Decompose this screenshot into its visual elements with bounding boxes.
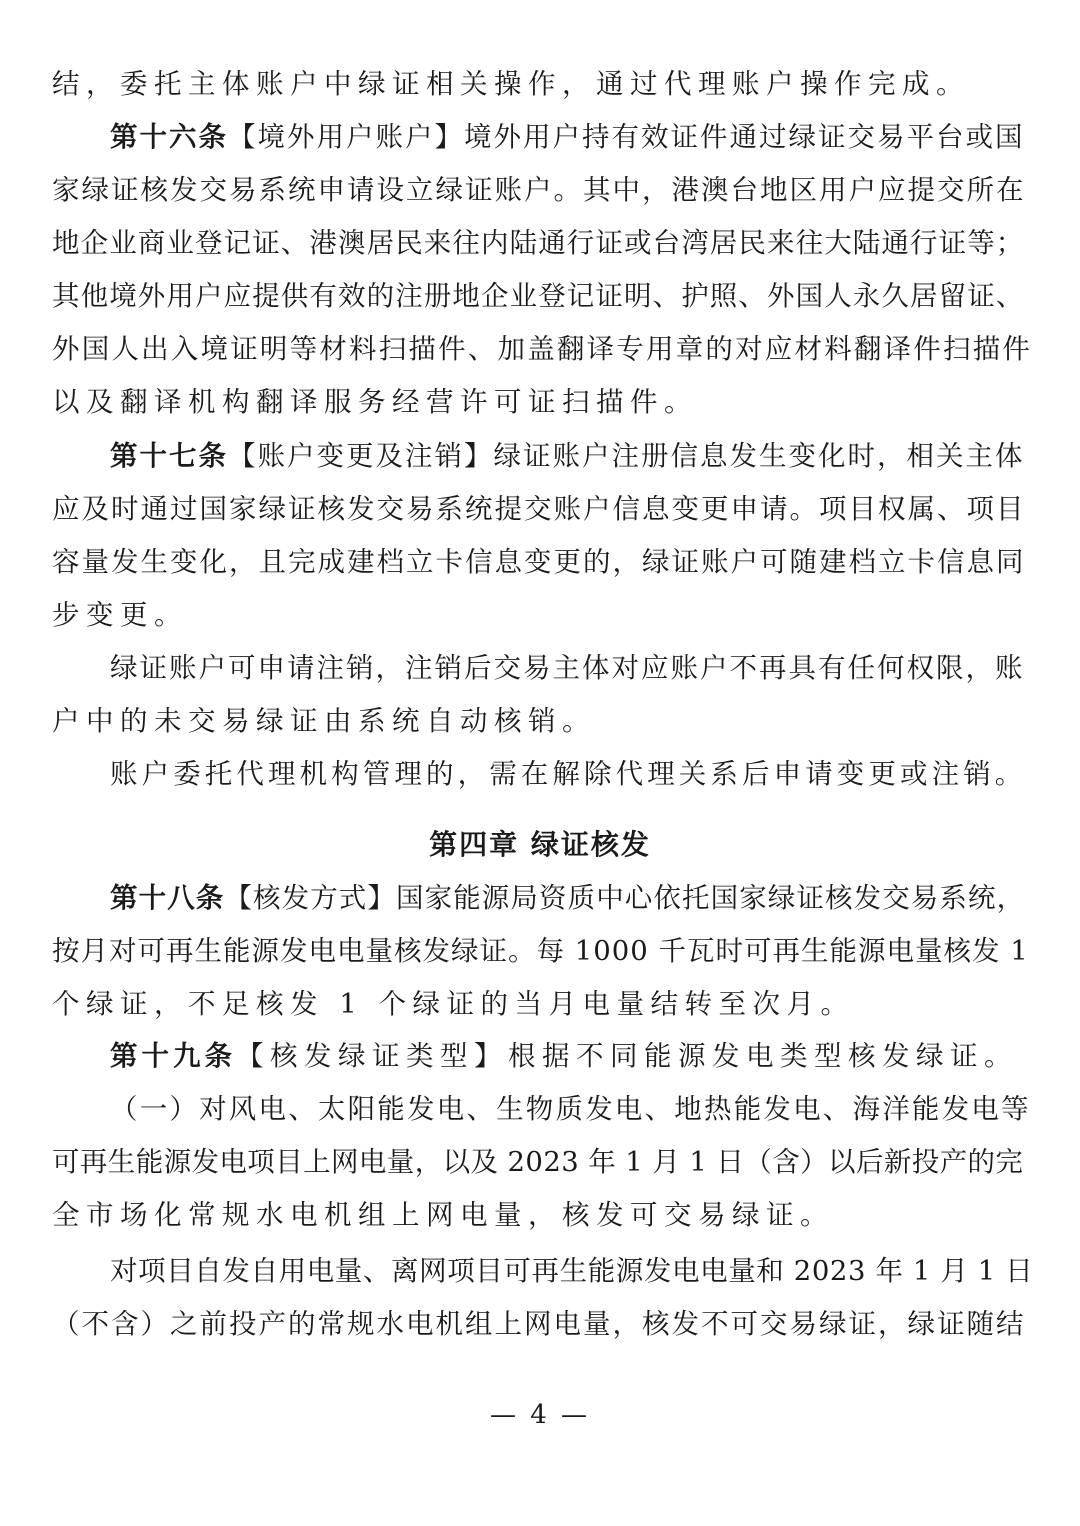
text-line: 结，委托主体账户中绿证相关操作，通过代理账户操作完成。 [52,68,970,100]
article-number: 第十七条 [110,440,228,472]
text-line: 地企业商业登记证、港澳居民来往内陆通行证或台湾居民来往大陆通行证等； [52,227,1025,259]
paragraph-non-tradable [52,1245,1032,1351]
paragraph-agency [52,748,1032,801]
text-line: 绿证账户可申请注销，注销后交易主体对应账户不再具有任何权限，账 [110,652,1025,684]
article-16 [52,111,1032,429]
text-line: 步变更。 [52,599,188,631]
article-text: 【境外用户账户】境外用户持有效证件通过绿证交易平台或国 [228,121,1025,153]
paragraph-continuation [52,58,1032,111]
page-number: — 4 — [489,1400,591,1430]
chapter-heading: 第四章 绿证核发 [429,828,651,861]
text-line: 可再生能源发电项目上网电量，以及 2023 年 1 月 1 日（含）以后新投产的完 [52,1146,1024,1178]
text-line: 家绿证核发交易系统申请设立绿证账户。其中，港澳台地区用户应提交所在 [52,174,1026,206]
article-number: 第十八条 [110,882,225,914]
text-line: 对项目自发自用电量、离网项目可再生能源发电电量和 2023 年 1 月 1 日 [110,1255,1034,1287]
text-line: 个绿证，不足核发 1 个绿证的当月电量结转至次月。 [52,988,855,1020]
article-number: 第十六条 [110,121,228,153]
article-17 [52,430,1032,642]
text-line [52,430,1032,483]
article-19 [52,1030,1032,1242]
text-line: 外国人出入境证明等材料扫描件、加盖翻译专用章的对应材料翻译件扫描件 [52,333,1033,365]
text-line: 其他境外用户应提供有效的注册地企业登记证明、护照、外国人永久居留证、 [52,280,1025,312]
text-line [52,111,1032,164]
article-number: 第十九条 [110,1040,236,1072]
article-text: 【核发绿证类型】根据不同能源发电类型核发绿证。 [236,1040,1018,1072]
text-line: 户中的未交易绿证由系统自动核销。 [52,705,596,737]
text-line [52,1030,1032,1083]
text-line: 以及翻译机构翻译服务经营许可证扫描件。 [52,386,698,418]
text-line: （一）对风电、太阳能发电、生物质发电、地热能发电、海洋能发电等 [110,1093,1031,1125]
text-line: 按月对可再生能源发电电量核发绿证。每 1000 千瓦时可再生能源电量核发 1 [52,935,1029,967]
paragraph-cancellation [52,642,1032,748]
article-text: 【账户变更及注销】绿证账户注册信息发生变化时，相关主体 [228,440,1025,472]
text-line: 全市场化常规水电机组上网电量，核发可交易绿证。 [52,1199,834,1231]
text-line: （不含）之前投产的常规水电机组上网电量，核发不可交易绿证，绿证随结 [52,1308,1026,1340]
text-line: 容量发生变化，且完成建档立卡信息变更的，绿证账户可随建档立卡信息同 [52,546,1026,578]
text-line [52,872,1032,925]
article-18 [52,872,1032,1031]
text-line: 账户委托代理机构管理的，需在解除代理关系后申请变更或注销。 [110,758,1027,790]
article-text: 【核发方式】国家能源局资质中心依托国家绿证核发交易系统， [224,882,1026,914]
text-line: 应及时通过国家绿证核发交易系统提交账户信息变更申请。项目权属、项目 [52,493,1026,525]
